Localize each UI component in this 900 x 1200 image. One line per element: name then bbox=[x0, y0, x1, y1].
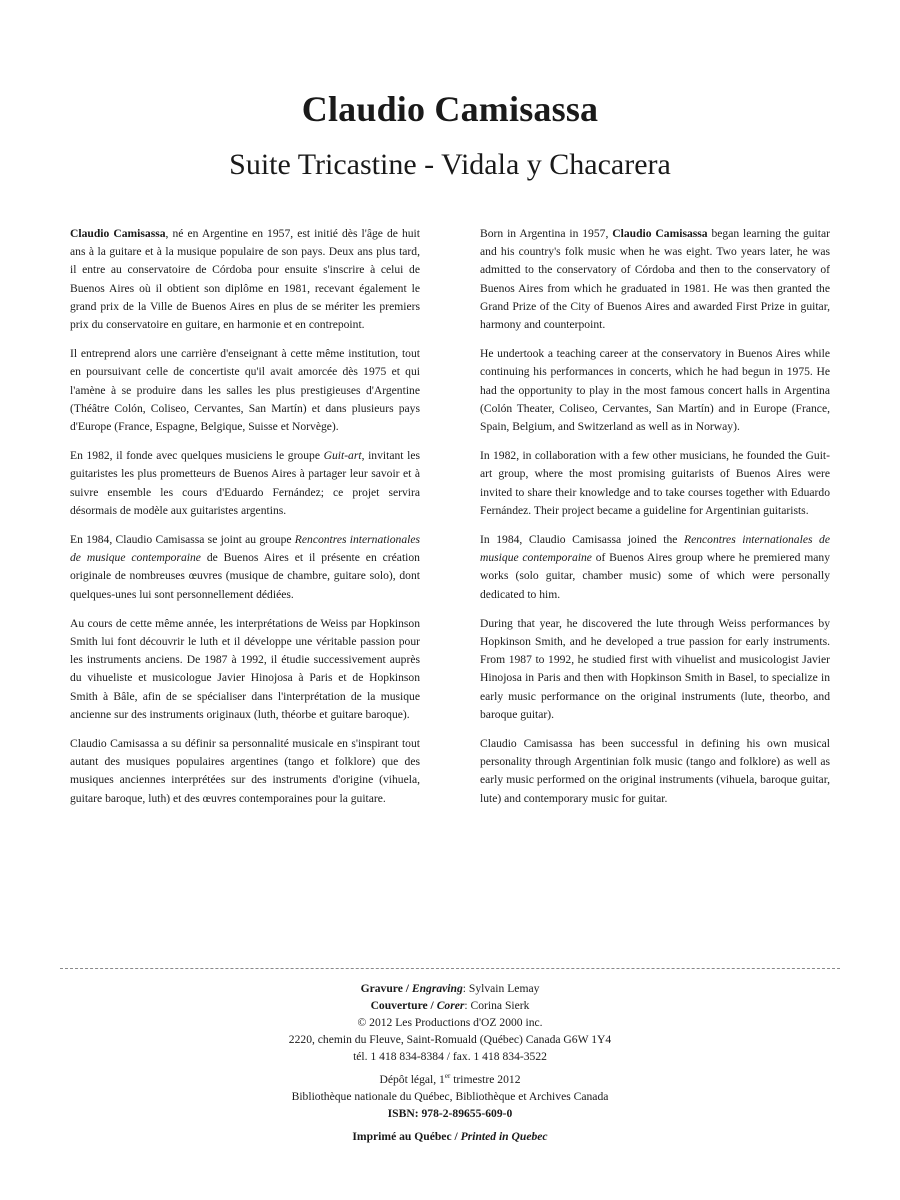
fr-paragraph-6: Claudio Camisassa a su définir sa personnalité musicale en s'inspirant tout autant des musiques populaires argentines (tango et folklore) que des musiques anciennes interprétées sur des instruments d'origine (vihuela, guitare baroque, luth) et des œuvres contemporaines pour la guitare. bbox=[70, 737, 420, 805]
work-title: Suite Tricastine - Vidala y Chacarera bbox=[229, 148, 671, 181]
publisher-phone: tél. 1 418 834-8384 / fax. 1 418 834-3522 bbox=[353, 1050, 547, 1063]
en-composer-name: Claudio Camisassa bbox=[612, 227, 708, 240]
en-paragraph-2: He undertook a teaching career at the conservatory in Buenos Aires while continuing his performances in concerts, which he had begun in 1975. He had the opportunity to play in the most famous concert halls in Argentina (Colón Theater, Coliseo, Cervantes, San Martín) and in Europe (France, Spain, Belgium, and Switzerland as well as in Norway). bbox=[480, 347, 830, 434]
en-paragraph-3: In 1982, in collaboration with a few other musicians, he founded the Guit-art group, where the most promising guitarists of Buenos Aires were invited to share their knowledge and to take courses together with Eduardo Fernández. Their project became a guideline for Argentinian guitarists. bbox=[480, 449, 830, 517]
divider bbox=[60, 968, 840, 969]
english-biography bbox=[480, 225, 830, 819]
fr-paragraph-2: Il entreprend alors une carrière d'enseignant à cette même institution, tout en poursuivant celle de concertiste qu'il avait amorcée dès 1975 et qui l'amène à se produire dans les salles les plus prestigieuses d'Argentine (Théâtre Colón, Coliseo, Cervantes, San Martín) et dans plusieurs pays d'Europe (France, Espagne, Belgique, Suisse et Norvège). bbox=[70, 347, 420, 434]
library-line: Bibliothèque nationale du Québec, Bibliothèque et Archives Canada bbox=[291, 1090, 609, 1103]
en-paragraph-4: In 1984, Claudio Camisassa joined the Rencontres internationales de musique contemporaine of Buenos Aires group where he premiered many works (solo guitar, chamber music) some of which were personally dedicated to him. bbox=[480, 533, 830, 601]
legal-deposit: Dépôt légal, 1er trimestre 2012 bbox=[379, 1072, 521, 1086]
credits-block bbox=[0, 980, 900, 1145]
composer-title: Claudio Camisassa bbox=[301, 89, 599, 129]
fr-paragraph-3: En 1982, il fonde avec quelques musiciens le groupe Guit-art, invitant les guitaristes les plus prometteurs de Buenos Aires à partager leur savoir et à suivre ensemble les cours d'Eduardo Fernández; ce projet servira désormais de modèle aux guitaristes argentins. bbox=[70, 449, 420, 517]
cover-credit: Couverture / Corer: Corina Sierk bbox=[370, 999, 530, 1012]
fr-composer-name: Claudio Camisassa bbox=[70, 227, 166, 240]
engraving-credit: Gravure / Engraving: Sylvain Lemay bbox=[360, 982, 540, 995]
copyright-line: © 2012 Les Productions d'OZ 2000 inc. bbox=[357, 1016, 543, 1029]
fr-paragraph-1: Claudio Camisassa, né en Argentine en 1957, est initié dès l'âge de huit ans à la guitare et à la musique populaire de son pays. Deux ans plus tard, il entre au conservatoire de Córdoba pour ensuite s'inscrire à celui de Buenos Aires où il obtient son diplôme en 1981, recevant également le grand prix de la Ville de Buenos Aires en plus de se mériter les premiers prix du conservatoire en guitare, en harmonie et en contrepoint. bbox=[70, 227, 420, 332]
french-biography bbox=[70, 225, 420, 819]
fr-paragraph-4: En 1984, Claudio Camisassa se joint au groupe Rencontres internationales de musique contemporaine de Buenos Aires et il présente en création originale de nombreuses œuvres (musique de chambre, guitare solo), dont quelques-unes lui sont personnellement dédiées. bbox=[70, 533, 420, 601]
printed-in: Imprimé au Québec / Printed in Quebec bbox=[352, 1130, 548, 1143]
fr-paragraph-5: Au cours de cette même année, les interprétations de Weiss par Hopkinson Smith lui font découvrir le luth et il développe une véritable passion pour les instruments anciens. De 1987 à 1992, il étudie successivement auprès du vihueliste et musicologue Javier Hinojosa à Paris et de Hopkinson Smith à Bâle, afin de se spécialiser dans l'interprétation de la musique ancienne sur des instruments originaux (luth, théorbe et guitare baroque). bbox=[70, 616, 420, 721]
en-paragraph-5: During that year, he discovered the lute through Weiss performances by Hopkinson Smith, and he developed a true passion for early instruments. From 1987 to 1992, he studied first with vihuelist and musicologist Javier Hinojosa in Paris and then with Hopkinson Smith in Basel, to specialize in early music performance on the original instruments (lute, theorbo, and baroque guitar). bbox=[480, 616, 830, 721]
en-paragraph-1: Born in Argentina in 1957, Claudio Camisassa began learning the guitar and his country's folk music when he was eight. Two years later, he was admitted to the conservatory of Córdoba and then to the conservatory of Buenos Aires from which he graduated in 1981. He was then granted the Grand Prize of the City of Buenos Aires and awarded First Prize in guitar, harmony and counterpoint. bbox=[480, 227, 831, 332]
isbn: ISBN: 978-2-89655-609-0 bbox=[387, 1107, 513, 1120]
en-paragraph-6: Claudio Camisassa has been successful in defining his own musical personality through Argentinian folk music (tango and folklore) as well as early music performed on the original instruments (vihuela, baroque guitar, lute) and contemporary music for guitar. bbox=[480, 737, 830, 805]
publisher-address: 2220, chemin du Fleuve, Saint-Romuald (Québec) Canada G6W 1Y4 bbox=[288, 1033, 612, 1046]
